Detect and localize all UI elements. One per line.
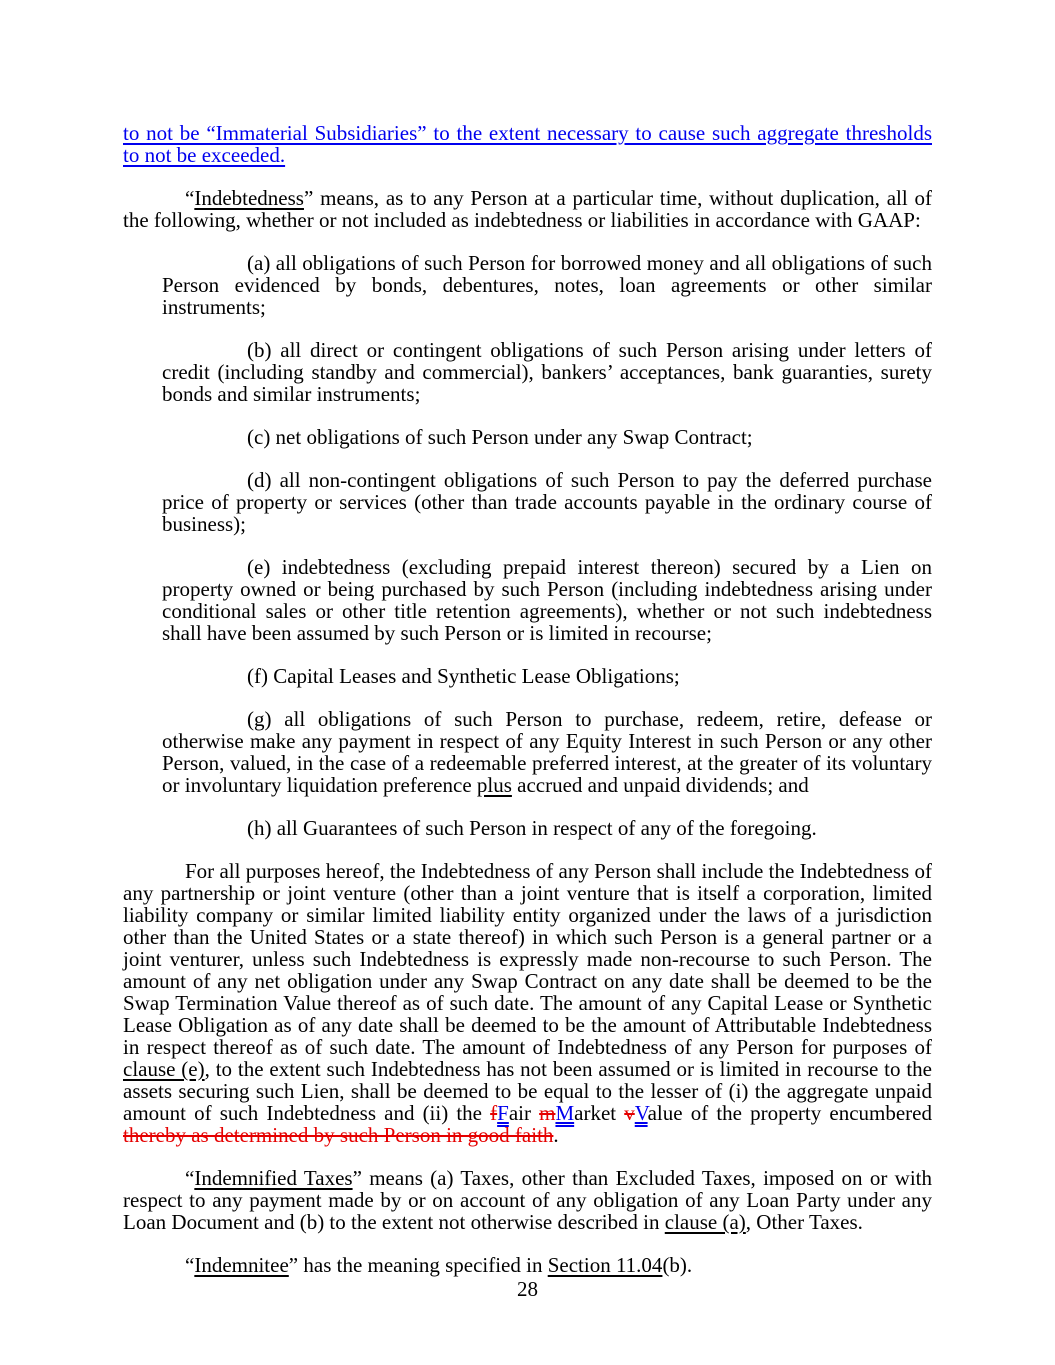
text-run: plus [476, 773, 512, 797]
text-run: Indebtedness [194, 186, 304, 210]
text-run: v [624, 1101, 635, 1125]
text-run: (e) indebtedness (excluding prepaid interest thereon) secured by a Lien on property owned or being purchased by such Person (including indebtedness arising under conditional sales or other title retention agreements), whether or not such indebtedness shall have been assumed by such Person or is limited in recourse; [162, 555, 932, 645]
text-run: air [508, 1101, 540, 1125]
text-run: clause (a) [664, 1210, 746, 1234]
text-run: clause (e) [123, 1057, 205, 1081]
text-run: ” means, as to any Person at a particular time, without duplication, all of the following, whether or not included as indebtedness or liabilities in accordance with GAAP: [123, 186, 932, 232]
text-run: , Other Taxes. [745, 1210, 863, 1234]
text-run: ” means (a) Taxes, other than Excluded Taxes, imposed on or with respect to any payment made by or on account of any obligation of any Loan Party under any Loan Document and (b) to the extent not otherwise described in [123, 1166, 932, 1234]
text-run: . [553, 1123, 559, 1147]
text-run: , to the extent such Indebtedness has not been assumed or is limited in recourse to the assets securing such Lien, shall be deemed to be equal to the lesser of (i) the aggregate unpaid amount of such Indebtedness and (ii) the [123, 1057, 932, 1125]
text-run: Indemnitee [194, 1253, 289, 1277]
paragraph [123, 122, 932, 166]
text-run: f [490, 1101, 498, 1125]
text-run: (f) Capital Leases and Synthetic Lease Obligations; [247, 664, 680, 688]
paragraph [162, 665, 932, 687]
text-run: (h) all Guarantees of such Person in respect of any of the foregoing. [247, 816, 817, 840]
text-run: Section 11.04 [547, 1253, 663, 1277]
text-run: (d) all non-contingent obligations of such Person to pay the deferred purchase price of property or services (other than trade accounts payable in the ordinary course of business); [162, 468, 932, 536]
text-run: “ [185, 1253, 195, 1277]
text-run: “ [185, 1166, 195, 1190]
paragraph [123, 860, 932, 1146]
text-run: (a) all obligations of such Person for borrowed money and all obligations of such Person evidenced by bonds, debentures, notes, loan agreements or other similar instruments; [162, 251, 932, 319]
text-run: (g) all obligations of such Person to purchase, redeem, retire, defease or otherwise make any payment in respect of any Equity Interest in such Person or any other Person, valued, in the case of a redeemable preferred interest, at the greater of its voluntary or involuntary liquidation preference [162, 707, 932, 797]
paragraph [123, 1254, 932, 1276]
paragraph [162, 252, 932, 318]
text-run: thereby as determined by such Person in good faith [123, 1123, 554, 1147]
paragraph [123, 1167, 932, 1233]
text-run: arket [574, 1101, 625, 1125]
paragraph [123, 187, 932, 231]
paragraph [162, 426, 932, 448]
text-run: For all purposes hereof, the Indebtedness of any Person shall include the Indebtedness of any partnership or joint venture (other than a joint venture that is itself a corporation, limited liability company or similar limited liability entity organized under the laws of a jurisdiction other than the United States or a state thereof) in which such Person is a general partner or a joint venturer, unless such Indebtedness is expressly made non-recourse to such Person. The amount of any net obligation under any Swap Contract on any date shall be deemed to be the Swap Termination Value thereof as of such date. The amount of any Capital Lease or Synthetic Lease Obligation as of any date shall be deemed to be the amount of Attributable Indebtedness in respect thereof as of such date. The amount of Indebtedness of any Person for purposes of [123, 859, 932, 1059]
text-run: ” has the meaning specified in [288, 1253, 548, 1277]
text-run: (c) net obligations of such Person under any Swap Contract; [247, 425, 753, 449]
text-run: Indemnified Taxes [194, 1166, 353, 1190]
text-run: (b) all direct or contingent obligations of such Person arising under letters of credit (including standby and commercial), bankers’ acceptances, bank guaranties, surety bonds and similar instruments; [162, 338, 932, 406]
text-run: F [497, 1101, 509, 1125]
paragraph [162, 708, 932, 796]
paragraph [162, 817, 932, 839]
text-run: M [555, 1101, 575, 1125]
text-run: “ [185, 186, 195, 210]
text-run: to not be “Immaterial Subsidiaries” to the extent necessary to cause such aggregate thresholds to not be exceeded. [123, 121, 932, 167]
text-run: (b). [662, 1253, 693, 1277]
text-run: accrued and unpaid dividends; and [511, 773, 809, 797]
text-run: alue of the property encumbered [647, 1101, 932, 1125]
paragraph [162, 556, 932, 644]
paragraph [162, 339, 932, 405]
document-body [123, 122, 932, 1276]
page-number: 28 [517, 1277, 538, 1301]
text-run: m [539, 1101, 556, 1125]
paragraph [162, 469, 932, 535]
text-run: V [634, 1101, 648, 1125]
